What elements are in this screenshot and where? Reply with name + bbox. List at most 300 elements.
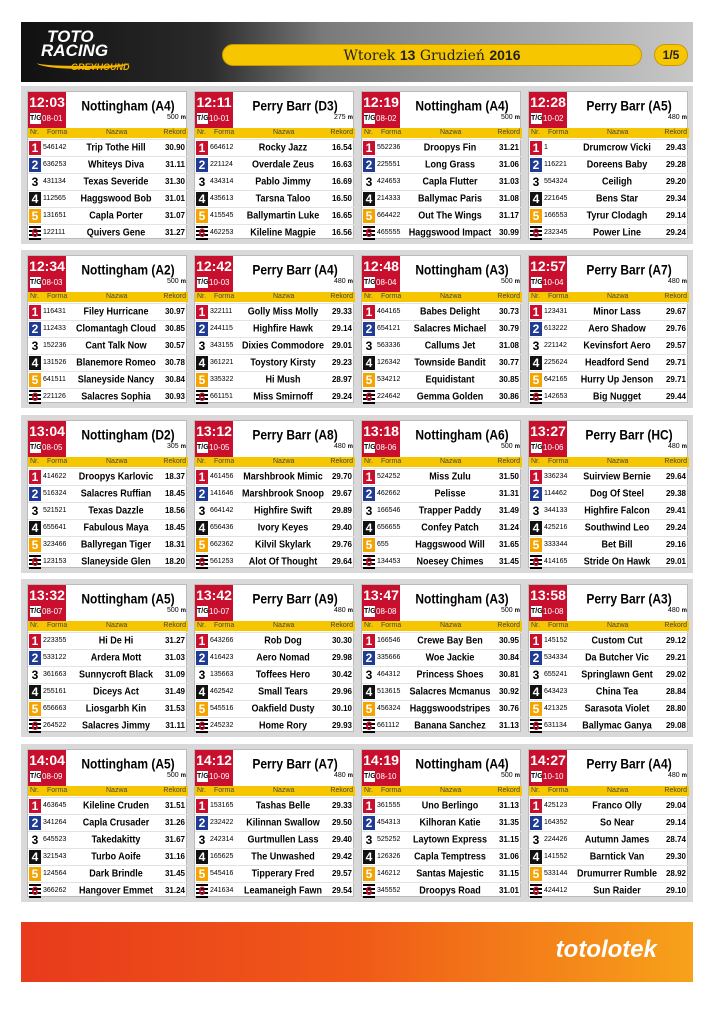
runner-record: 31.53 xyxy=(164,704,185,713)
distance-unit: m xyxy=(347,115,353,121)
distance-unit: m xyxy=(681,773,687,779)
runner-form: 145152 xyxy=(544,637,568,644)
race-header xyxy=(362,92,522,128)
runner-row xyxy=(529,190,689,207)
runner-row xyxy=(362,814,522,831)
runner-row xyxy=(362,485,522,502)
col-nr: Nr. xyxy=(197,293,206,300)
runner-form: 534334 xyxy=(544,654,568,661)
runner-row xyxy=(195,649,355,666)
race-track: Perry Barr (HC) xyxy=(585,426,673,444)
runner-form: 513615 xyxy=(377,688,401,695)
runner-name: Out The Wings xyxy=(418,209,482,221)
runner-row xyxy=(195,882,355,899)
runner-row xyxy=(529,388,689,405)
col-rekord: Rekord xyxy=(330,129,353,136)
distance-unit: m xyxy=(180,773,186,779)
runner-record: 31.08 xyxy=(498,341,519,350)
race-card xyxy=(528,91,688,239)
runner-name: Tipperary Fred xyxy=(251,867,315,879)
race-time-box xyxy=(529,92,567,128)
trap-number-1: 1 xyxy=(29,305,41,319)
runner-name: Autumn James xyxy=(584,833,650,845)
runner-form: 563336 xyxy=(377,342,401,349)
runner-row xyxy=(28,797,188,814)
race-distance xyxy=(334,443,353,450)
race-header xyxy=(195,92,355,128)
col-rekord: Rekord xyxy=(664,787,687,794)
runner-name: Princess Shoes xyxy=(416,668,484,680)
col-nr: Nr. xyxy=(30,293,39,300)
race-code: 08-02 xyxy=(376,114,397,123)
runner-record: 29.67 xyxy=(665,307,686,316)
race-distance xyxy=(334,607,353,614)
runner-row xyxy=(195,717,355,734)
runner-record: 29.23 xyxy=(331,358,352,367)
runner-name: Marshbrook Mimic xyxy=(243,470,323,482)
trap-number-5: 5 xyxy=(363,702,375,716)
trap-number-2: 2 xyxy=(363,816,375,830)
race-track: Nottingham (D2) xyxy=(81,426,175,444)
runner-name: Townside Bandit xyxy=(414,356,486,368)
runner-name: Aero Nomad xyxy=(256,651,310,663)
col-nr: Nr. xyxy=(531,787,540,794)
runner-record: 29.64 xyxy=(665,472,686,481)
runner-form: 146212 xyxy=(377,870,401,877)
runner-form: 126342 xyxy=(377,359,401,366)
runner-record: 31.13 xyxy=(498,801,519,810)
runner-form: 242314 xyxy=(210,836,234,843)
runner-form: 322111 xyxy=(210,308,233,315)
col-rekord: Rekord xyxy=(497,129,520,136)
col-nazwa: Nazwa xyxy=(273,458,295,465)
col-forma: Forma xyxy=(548,458,569,465)
runner-row xyxy=(362,882,522,899)
race-time-box xyxy=(28,92,66,128)
runner-record: 31.01 xyxy=(164,194,185,203)
runner-row xyxy=(529,207,689,224)
trap-number-1: 1 xyxy=(196,305,208,319)
runner-record: 31.03 xyxy=(498,177,519,186)
runner-record: 30.95 xyxy=(498,636,519,645)
race-time-box xyxy=(529,421,567,457)
runner-row xyxy=(362,666,522,683)
runner-name: Droopys Road xyxy=(419,884,481,896)
runner-form: 424412 xyxy=(544,887,568,894)
distance-value: 275 xyxy=(334,114,346,121)
runner-name: Fabulous Maya xyxy=(83,521,149,533)
race-card xyxy=(528,255,688,403)
distance-value: 480 xyxy=(668,114,680,121)
col-nr: Nr. xyxy=(30,129,39,136)
race-code: 10-04 xyxy=(543,278,564,287)
distance-unit: m xyxy=(514,115,520,121)
runner-row xyxy=(529,371,689,388)
runner-row xyxy=(195,553,355,570)
runner-name: Small Tears xyxy=(258,685,308,697)
trap-number-1: 1 xyxy=(363,799,375,813)
distance-unit: m xyxy=(681,608,687,614)
runner-row xyxy=(362,354,522,371)
distance-unit: m xyxy=(681,115,687,121)
toto-racing-logo xyxy=(37,27,147,79)
runner-name: Aero Shadow xyxy=(588,322,646,334)
runner-row xyxy=(195,666,355,683)
race-time-box xyxy=(195,256,233,292)
runner-name: Turbo Aoife xyxy=(91,850,141,862)
runner-row xyxy=(195,303,355,320)
tg-badge: T/G xyxy=(197,444,209,451)
runner-name: Toystory Kirsty xyxy=(250,356,316,368)
race-distance xyxy=(668,278,687,285)
runner-row xyxy=(362,371,522,388)
col-forma: Forma xyxy=(548,129,569,136)
runner-name: Kileline Magpie xyxy=(250,226,316,238)
runner-form: 166553 xyxy=(544,212,568,219)
runner-row xyxy=(195,354,355,371)
runner-name: Highfire Swift xyxy=(254,504,312,516)
runner-record: 29.89 xyxy=(331,506,352,515)
runner-record: 29.12 xyxy=(665,636,686,645)
tg-badge: T/G xyxy=(531,444,543,451)
runner-form: 126326 xyxy=(377,853,401,860)
runner-form: 456324 xyxy=(377,705,401,712)
runner-record: 29.40 xyxy=(331,835,352,844)
runner-name: Confey Patch xyxy=(421,521,479,533)
runner-record: 28.97 xyxy=(331,375,352,384)
runner-name: Hi Mush xyxy=(265,373,301,385)
trap-number-3: 3 xyxy=(196,668,208,682)
col-nr: Nr. xyxy=(531,293,540,300)
runner-form: 361663 xyxy=(43,671,67,678)
col-nazwa: Nazwa xyxy=(607,787,629,794)
runner-row xyxy=(195,190,355,207)
runner-row xyxy=(529,468,689,485)
runner-record: 28.84 xyxy=(665,687,686,696)
runner-row xyxy=(529,156,689,173)
runner-form: 561253 xyxy=(210,558,234,565)
runner-record: 31.11 xyxy=(165,160,185,169)
runner-name: Salacres Ruffian xyxy=(80,487,152,499)
runner-row xyxy=(195,468,355,485)
runner-record: 30.73 xyxy=(498,307,519,316)
runner-name: Franco Olly xyxy=(592,799,642,811)
date-month: Grudzień xyxy=(419,48,485,64)
runner-row xyxy=(529,848,689,865)
trap-number-3: 3 xyxy=(29,833,41,847)
runner-form: 114462 xyxy=(544,490,567,497)
col-nr: Nr. xyxy=(364,622,373,629)
tg-badge: T/G xyxy=(30,608,42,615)
runner-record: 31.26 xyxy=(164,818,185,827)
column-header xyxy=(529,128,689,138)
runner-form: 131651 xyxy=(43,212,67,219)
distance-unit: m xyxy=(514,608,520,614)
runner-row xyxy=(529,519,689,536)
runner-row xyxy=(362,190,522,207)
runner-record: 30.78 xyxy=(164,358,185,367)
runner-row xyxy=(529,553,689,570)
runner-row xyxy=(195,173,355,190)
runner-record: 31.45 xyxy=(498,557,519,566)
runner-form: 463645 xyxy=(43,802,67,809)
runner-name: Cant Talk Now xyxy=(85,339,147,351)
trap-number-1: 1 xyxy=(196,470,208,484)
trap-number-5: 5 xyxy=(530,209,542,223)
runner-row xyxy=(28,190,188,207)
race-card xyxy=(361,420,521,568)
runner-record: 31.24 xyxy=(498,523,519,532)
race-card xyxy=(361,749,521,897)
runner-form: 642165 xyxy=(544,376,568,383)
runner-record: 16.56 xyxy=(331,228,352,237)
trap-number-4: 4 xyxy=(530,521,542,535)
runner-record: 29.02 xyxy=(665,670,686,679)
runner-form: 454313 xyxy=(377,819,401,826)
runner-record: 31.30 xyxy=(164,177,185,186)
runner-record: 29.38 xyxy=(665,489,686,498)
runner-record: 29.50 xyxy=(331,818,352,827)
race-time: 13:42 xyxy=(196,587,232,603)
runner-record: 18.37 xyxy=(164,472,185,481)
race-distance xyxy=(167,607,186,614)
runner-name: Trapper Paddy xyxy=(418,504,482,516)
runner-name: Clomantagh Cloud xyxy=(76,322,156,334)
runner-form: 264522 xyxy=(43,722,67,729)
runner-name: Highfire Falcon xyxy=(584,504,650,516)
runner-record: 30.30 xyxy=(331,636,352,645)
date-weekday: Wtorek xyxy=(343,48,396,64)
runner-row xyxy=(362,717,522,734)
runner-record: 18.45 xyxy=(164,489,185,498)
col-nr: Nr. xyxy=(364,458,373,465)
runner-form: 221645 xyxy=(544,195,568,202)
runner-record: 31.67 xyxy=(164,835,185,844)
runner-form: 232345 xyxy=(544,229,568,236)
race-track: Nottingham (A5) xyxy=(81,590,175,608)
runner-row xyxy=(529,700,689,717)
runner-name: Highfire Hawk xyxy=(252,322,313,334)
race-time: 13:18 xyxy=(363,423,399,439)
runner-record: 29.01 xyxy=(331,341,352,350)
runner-record: 29.01 xyxy=(665,557,686,566)
runner-form: 214333 xyxy=(377,195,401,202)
runner-form: 655241 xyxy=(544,671,568,678)
runner-record: 30.10 xyxy=(331,704,352,713)
race-time-box xyxy=(195,585,233,621)
column-header xyxy=(195,786,355,796)
runner-form: 664422 xyxy=(377,212,401,219)
runner-form: 335322 xyxy=(210,376,234,383)
runner-form: 244115 xyxy=(210,325,233,332)
runner-name: Blanemore Romeo xyxy=(76,356,156,368)
runner-record: 29.41 xyxy=(665,506,686,515)
runner-name: Ballymac Paris xyxy=(417,192,483,204)
runner-name: So Near xyxy=(599,816,634,828)
runner-name: China Tea xyxy=(595,685,639,697)
runner-row xyxy=(28,831,188,848)
trap-number-6: 6 xyxy=(29,226,41,240)
runner-record: 29.76 xyxy=(331,540,352,549)
race-track: Perry Barr (A8) xyxy=(252,426,338,444)
logo-text-racing: RACING xyxy=(41,41,109,60)
runner-name: Drumcrow Vicki xyxy=(583,141,651,153)
date-day: 13 xyxy=(399,47,416,63)
runner-form: 425216 xyxy=(544,524,568,531)
trap-number-6: 6 xyxy=(530,226,542,240)
runner-name: Laytown Express xyxy=(412,833,488,845)
race-code: 08-03 xyxy=(42,278,63,287)
runner-row xyxy=(362,683,522,700)
trap-number-4: 4 xyxy=(363,192,375,206)
runner-row xyxy=(529,224,689,241)
trap-number-4: 4 xyxy=(363,356,375,370)
runner-record: 30.85 xyxy=(498,375,519,384)
runner-name: Droopys Karlovic xyxy=(78,470,154,482)
trap-number-3: 3 xyxy=(363,833,375,847)
runner-form: 336234 xyxy=(544,473,568,480)
race-time-box xyxy=(529,750,567,786)
race-time-box xyxy=(195,421,233,457)
col-nazwa: Nazwa xyxy=(106,458,128,465)
trap-number-5: 5 xyxy=(530,373,542,387)
race-code: 08-10 xyxy=(376,772,397,781)
runner-record: 29.42 xyxy=(331,852,352,861)
race-header xyxy=(28,585,188,621)
race-card xyxy=(528,749,688,897)
runner-form: 554324 xyxy=(544,178,568,185)
date-label xyxy=(222,44,642,66)
trap-number-5: 5 xyxy=(363,538,375,552)
runner-name: The Unwashed xyxy=(251,850,315,862)
runner-name: Alot Of Thought xyxy=(248,555,318,567)
distance-value: 500 xyxy=(501,607,513,614)
runner-row xyxy=(529,320,689,337)
runner-form: 323466 xyxy=(43,541,67,548)
race-header xyxy=(28,92,188,128)
runner-name: Kilinnan Swallow xyxy=(246,816,320,828)
trap-number-2: 2 xyxy=(530,651,542,665)
trap-number-2: 2 xyxy=(29,487,41,501)
trap-number-3: 3 xyxy=(530,833,542,847)
column-header xyxy=(362,128,522,138)
runner-form: 141646 xyxy=(210,490,234,497)
col-nr: Nr. xyxy=(30,787,39,794)
runner-form: 153165 xyxy=(210,802,234,809)
column-header xyxy=(28,786,188,796)
race-time-box xyxy=(195,750,233,786)
footer-banner xyxy=(21,922,693,982)
runner-record: 30.99 xyxy=(498,228,519,237)
race-time: 12:48 xyxy=(363,258,399,274)
col-nazwa: Nazwa xyxy=(440,458,462,465)
runner-record: 29.96 xyxy=(331,687,352,696)
col-nazwa: Nazwa xyxy=(607,622,629,629)
col-nr: Nr. xyxy=(531,622,540,629)
trap-number-3: 3 xyxy=(196,175,208,189)
trap-number-3: 3 xyxy=(196,504,208,518)
runner-form: 321543 xyxy=(43,853,67,860)
column-header xyxy=(529,621,689,631)
totolotek-logo: totolotek xyxy=(555,936,657,963)
trap-number-1: 1 xyxy=(530,470,542,484)
trap-number-1: 1 xyxy=(196,634,208,648)
race-header xyxy=(28,421,188,457)
runner-row xyxy=(28,354,188,371)
runner-form: 225551 xyxy=(377,161,401,168)
trap-number-2: 2 xyxy=(29,158,41,172)
race-time-box xyxy=(362,256,400,292)
runner-form: 221126 xyxy=(43,393,66,400)
runner-row xyxy=(362,848,522,865)
race-code: 08-01 xyxy=(42,114,63,123)
runner-name: Ardera Mott xyxy=(90,651,142,663)
trap-number-3: 3 xyxy=(530,668,542,682)
distance-value: 480 xyxy=(668,607,680,614)
race-card xyxy=(27,91,187,239)
race-time: 14:27 xyxy=(530,752,566,768)
runner-row xyxy=(362,207,522,224)
trap-number-1: 1 xyxy=(530,799,542,813)
runner-row xyxy=(362,468,522,485)
trap-number-2: 2 xyxy=(363,651,375,665)
race-time-box xyxy=(362,92,400,128)
race-track: Nottingham (A3) xyxy=(415,261,509,279)
runner-name: Capla Temptress xyxy=(414,850,486,862)
trap-number-5: 5 xyxy=(196,538,208,552)
trap-number-4: 4 xyxy=(196,521,208,535)
runner-name: Stride On Hawk xyxy=(583,555,651,567)
runner-row xyxy=(195,485,355,502)
tg-badge: T/G xyxy=(197,115,209,122)
runner-row xyxy=(28,666,188,683)
runner-row xyxy=(195,156,355,173)
race-track: Nottingham (A5) xyxy=(81,755,175,773)
runner-form: 643423 xyxy=(544,688,568,695)
col-rekord: Rekord xyxy=(497,458,520,465)
col-forma: Forma xyxy=(214,129,235,136)
trap-number-6: 6 xyxy=(530,390,542,404)
col-forma: Forma xyxy=(381,787,402,794)
trap-number-6: 6 xyxy=(196,226,208,240)
runner-record: 29.16 xyxy=(665,540,686,549)
runner-record: 31.45 xyxy=(164,869,185,878)
runner-form: 135663 xyxy=(210,671,234,678)
runner-form: 521521 xyxy=(43,507,67,514)
col-rekord: Rekord xyxy=(330,787,353,794)
distance-value: 480 xyxy=(668,278,680,285)
runner-row xyxy=(529,337,689,354)
runner-row xyxy=(362,173,522,190)
tg-badge: T/G xyxy=(531,279,543,286)
runner-record: 29.24 xyxy=(665,228,686,237)
trap-number-6: 6 xyxy=(530,555,542,569)
column-header xyxy=(28,457,188,467)
race-track: Perry Barr (A7) xyxy=(586,261,672,279)
col-forma: Forma xyxy=(214,293,235,300)
runner-row xyxy=(28,882,188,899)
runner-row xyxy=(28,848,188,865)
trap-number-2: 2 xyxy=(196,322,208,336)
tg-badge: T/G xyxy=(364,279,376,286)
tg-badge: T/G xyxy=(364,608,376,615)
runner-name: Golly Miss Molly xyxy=(247,305,319,317)
race-time-box xyxy=(529,256,567,292)
runner-record: 29.33 xyxy=(331,307,352,316)
col-nr: Nr. xyxy=(531,129,540,136)
race-distance xyxy=(501,114,520,121)
runner-record: 31.51 xyxy=(164,801,185,810)
